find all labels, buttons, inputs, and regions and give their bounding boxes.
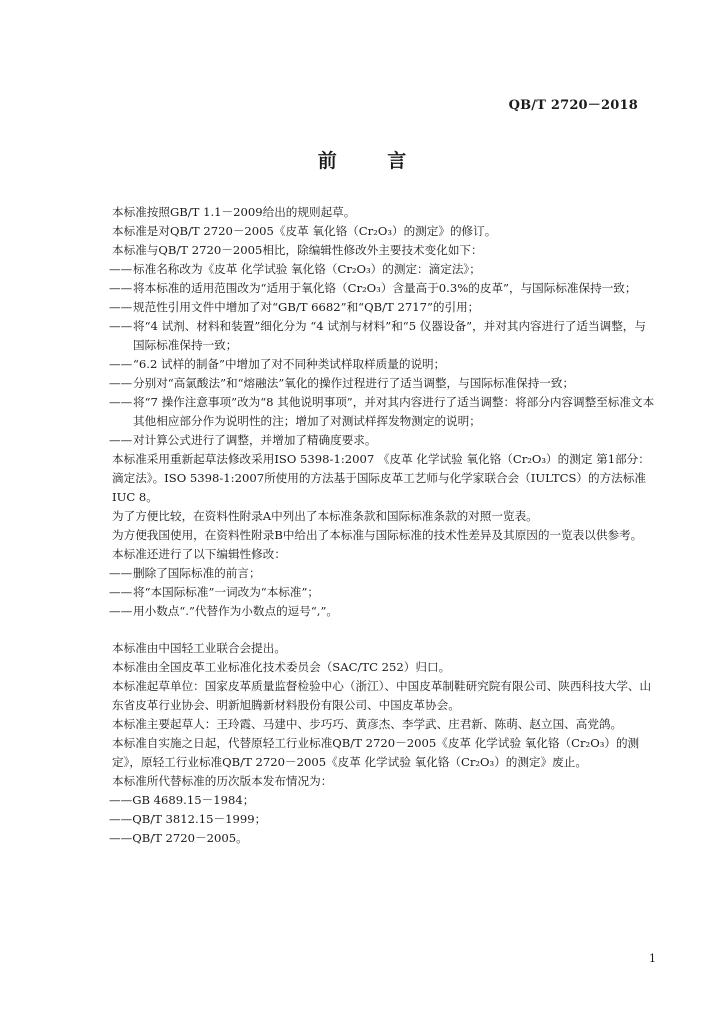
dash-mark: ——: [109, 300, 133, 314]
foreword-body: [109, 203, 656, 848]
change-item: —— 将“7 操作注意事项”改为“8 其他说明事项”，并对其内容进行了适当调整：将部分内容调整至标准文本其他相应部分作为说明性的注；增加了对测试样挥发物测定的说明；: [109, 393, 656, 431]
paragraph: 本标准还进行了以下编辑性修改：: [112, 547, 286, 561]
edit-item: —— 将“本国际标准”一词改为“本标准”；: [109, 583, 656, 602]
dash-mark: ——: [109, 433, 133, 447]
edit-item: —— 删除了国际标准的前言；: [109, 564, 656, 583]
paragraph: 本标准采用重新起草法修改采用ISO 5398-1:2007 《皮革 化学试验 氧化铬（Cr₂O₃）的测定 第1部分：滴定法》。ISO 5398-1:2007所使用的方法基于国际皮革工艺师与化学家联合会（IULTCS）的方法标准IUC 8。: [112, 452, 650, 504]
edit-item: —— 用小数点“.”代替作为小数点的逗号“,”。: [109, 602, 656, 621]
history-item: ——QB/T 2720－2005。: [109, 831, 248, 845]
history-item: ——GB 4689.15－1984；: [109, 793, 255, 807]
paragraph: 本标准由全国皮革工业标准化技术委员会（SAC/TC 252）归口。: [112, 660, 451, 674]
dash-mark: ——: [109, 376, 133, 390]
dash-mark: ——: [109, 585, 133, 599]
dash-mark: ——: [109, 566, 133, 580]
dash-mark: ——: [109, 319, 133, 333]
dash-mark: ——: [109, 281, 133, 295]
paragraph: 本标准与QB/T 2720－2005相比，除编辑性修改外主要技术变化如下：: [112, 243, 483, 257]
paragraph: 为了方便比较，在资料性附录A中列出了本标准条款和国际标准条款的对照一览表。: [112, 509, 538, 523]
paragraph: 为方便我国使用，在资料性附录B中给出了本标准与国际标准的技术性差异及其原因的一览表以供参考。: [112, 528, 643, 542]
standard-code: QB/T 2720－2018: [508, 98, 638, 113]
change-item: —— 将本标准的适用范围改为“适用于氧化铬（Cr₂O₃）含量高于0.3%的皮革”，与国际标准保持一致；: [109, 279, 656, 298]
paragraph: 本标准自实施之日起，代替原轻工行业标准QB/T 2720－2005《皮革 化学试验 氧化铬（Cr₂O₃）的测定》，原轻工行业标准QB/T 2720－2005《皮革 化学试验 氧化铬（Cr₂O₃）的测定》废止。: [112, 736, 640, 769]
paragraph: 本标准由中国轻工业联合会提出。: [112, 641, 286, 655]
page-number: 1: [649, 952, 656, 965]
page-title: 前 言: [317, 150, 429, 172]
paragraph: 本标准起草单位：国家皮革质量监督检验中心（浙江）、中国皮革制鞋研究院有限公司、陕西科技大学、山东省皮革行业协会、明新旭腾新材料股份有限公司、中国皮革协会。: [112, 679, 652, 712]
change-item: —— 规范性引用文件中增加了对“GB/T 6682”和“QB/T 2717”的引用；: [109, 298, 656, 317]
spacer: [112, 621, 656, 639]
change-item: —— 将“4 试剂、材料和装置”细化分为 “4 试剂与材料”和“5 仪器设备”，并对其内容进行了适当调整，与国际标准保持一致；: [109, 317, 656, 355]
history-item: ——QB/T 3812.15－1999；: [109, 812, 267, 826]
paragraph: 本标准是对QB/T 2720－2005《皮革 氧化铬（Cr₂O₃）的测定》的修订。: [112, 224, 497, 238]
paragraph: 本标准所代替标准的历次版本发布情况为：: [112, 774, 333, 788]
dash-mark: ——: [109, 604, 133, 618]
dash-mark: ——: [109, 262, 133, 276]
change-item: —— 标准名称改为《皮革 化学试验 氧化铬（Cr₂O₃）的测定：滴定法》；: [109, 260, 656, 279]
paragraph: 本标准主要起草人：王玲霞、马建中、步巧巧、黄彦杰、李学武、庄君新、陈萌、赵立国、高党鸽。: [112, 717, 623, 731]
paragraph: 本标准按照GB/T 1.1－2009给出的规则起草。: [112, 205, 356, 219]
dash-mark: ——: [109, 395, 133, 409]
dash-mark: ——: [109, 357, 133, 371]
change-item: —— “6.2 试样的制备”中增加了对不同种类试样取样质量的说明；: [109, 355, 656, 374]
change-item: —— 对计算公式进行了调整，并增加了精确度要求。: [109, 431, 656, 450]
change-item: —— 分别对“高氯酸法”和“熔融法”氧化的操作过程进行了适当调整，与国际标准保持一致；: [109, 374, 656, 393]
